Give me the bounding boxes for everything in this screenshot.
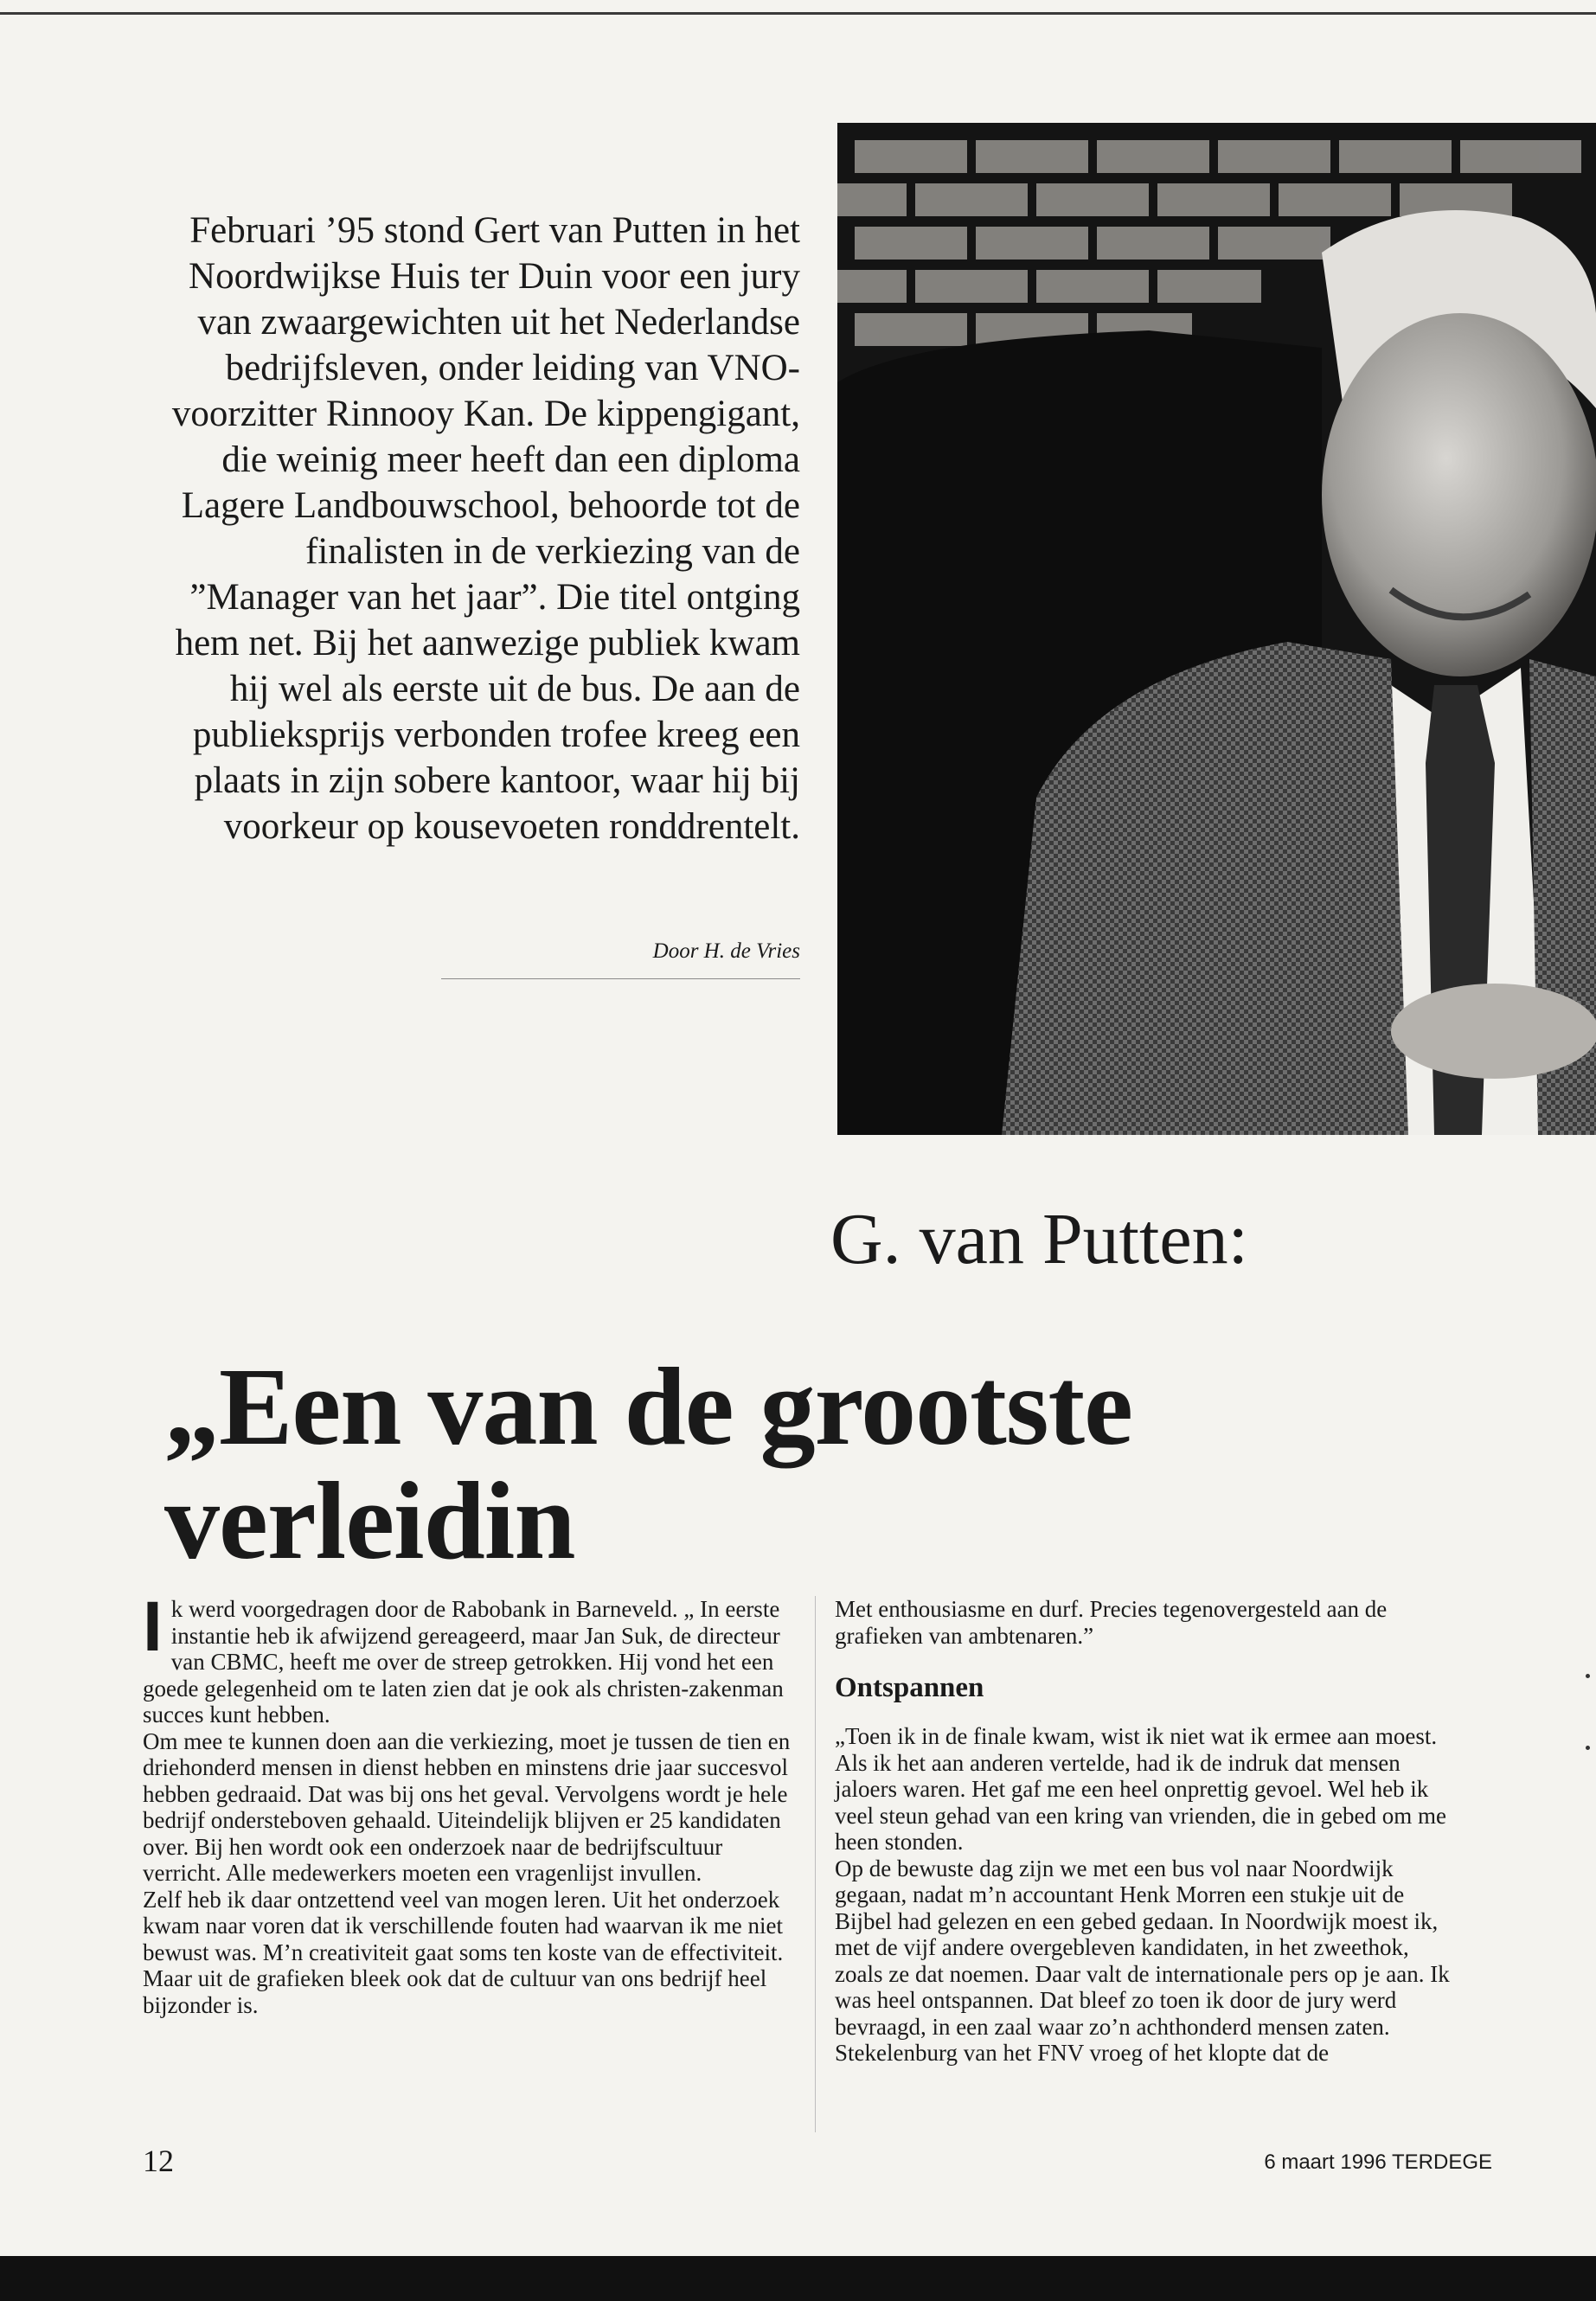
dropcap: I [143,1587,163,1666]
subheading: Ontspannen [835,1672,984,1703]
intro-text: Februari ’95 stond Gert van Putten in het Noordwijkse Huis ter Duin voor een jury van zwaargewichten uit het Nederlandse bedrijfsleven, onder leiding van VNO-voorzitter Rinnooy Kan. De kippengigant, die weinig meer heeft dan een diploma Lagere Landbouwschool, behoorde tot de finalisten in de verkiezing van de ”Manager van het jaar”. Die titel ontging hem net. Bij het aanwezige publiek kwam hij wel als eerste uit de bus. De aan de publieksprijs verbonden trofee kreeg een plaats in zijn sobere kantoor, waar hij bij voorkeur op kousevoeten ronddrentelt. [171,210,800,847]
page-number: 12 [143,2144,174,2178]
issue-date: 6 maart 1996 TERDEGE [1264,2150,1492,2174]
portrait-photo [837,123,1596,1135]
paragraph: k werd voorgedragen door de Rabobank in Barneveld. „ In eerste instantie heb ik afwijzend gereageerd, maar Jan Suk, de directeur van CBMC, heeft me over de streep getrokken. Hij vond het een goede gelegenheid om te laten zien dat je ook als christen-zakenman succes kunt hebben. [143,1596,784,1727]
paragraph: „Toen ik in de finale kwam, wist ik niet wat ik ermee aan moest. Als ik het aan anderen vertelde, had ik de indruk dat mensen jaloers waren. Het gaf me een heel onprettig gevoel. Wel heb ik veel steun gehad van een kring van vrienden, die in gebed om me heen stonden. [835,1723,1447,1855]
margin-dot [1586,1746,1590,1750]
article-column-left [143,1587,796,2018]
margin-dot [1586,1674,1590,1678]
article-column-right [835,1596,1458,2067]
paragraph: Om mee te kunnen doen aan die verkiezing, moet je tussen de tien en driehonderd mensen in dienst hebben en minstens drie jaar succesvol hebben gedraaid. Dat was bij ons het geval. Vervolgens wordt je hele bedrijf ondersteboven gehaald. Uiteindelijk blijven er 25 kandidaten over. Bij hen wordt ook een onderzoek naar de bedrijfscultuur verricht. Alle medewerkers moeten een vragenlijst invullen. [143,1727,791,1886]
paragraph: Stekelenburg van het FNV vroeg of het klopte dat de [835,2040,1330,2066]
paragraph: Op de bewuste dag zijn we met een bus vol naar Noordwijk gegaan, nadat m’n accountant Henk Morren een stukje uit de Bijbel had gelezen en een gebed gedaan. In Noordwijk moest ik, met de vijf andere overgebleven kandidaten, in het zweethok, zoals ze dat noemen. Daar valt de internationale pers op je aan. Ik was heel ontspannen. Dat bleef zo toen ik door de jury werd bevraagd, in een zaal waar zo’n achthonderd mensen zaten. [835,1855,1450,2040]
bottom-band [0,2256,1596,2301]
person-name: G. van Putten: [830,1199,1248,1279]
headline: „Een van de grootste verleidin [164,1345,1132,1582]
byline: Door H. de Vries [441,939,800,979]
column-divider [815,1596,816,2132]
lead-paragraph: Met enthousiasme en durf. Precies tegenovergesteld aan de grafieken van ambtenaren.” [835,1596,1388,1649]
top-rule [0,12,1596,15]
paragraph: Zelf heb ik daar ontzettend veel van mogen leren. Uit het onderzoek kwam naar voren dat ik verschillende fouten had waarvan ik me niet bewust was. M’n creativiteit gaat soms ten koste van de effectiviteit. Maar uit de grafieken bleek ook dat de cultuur van ons bedrijf heel bijzonder is. [143,1886,784,2018]
